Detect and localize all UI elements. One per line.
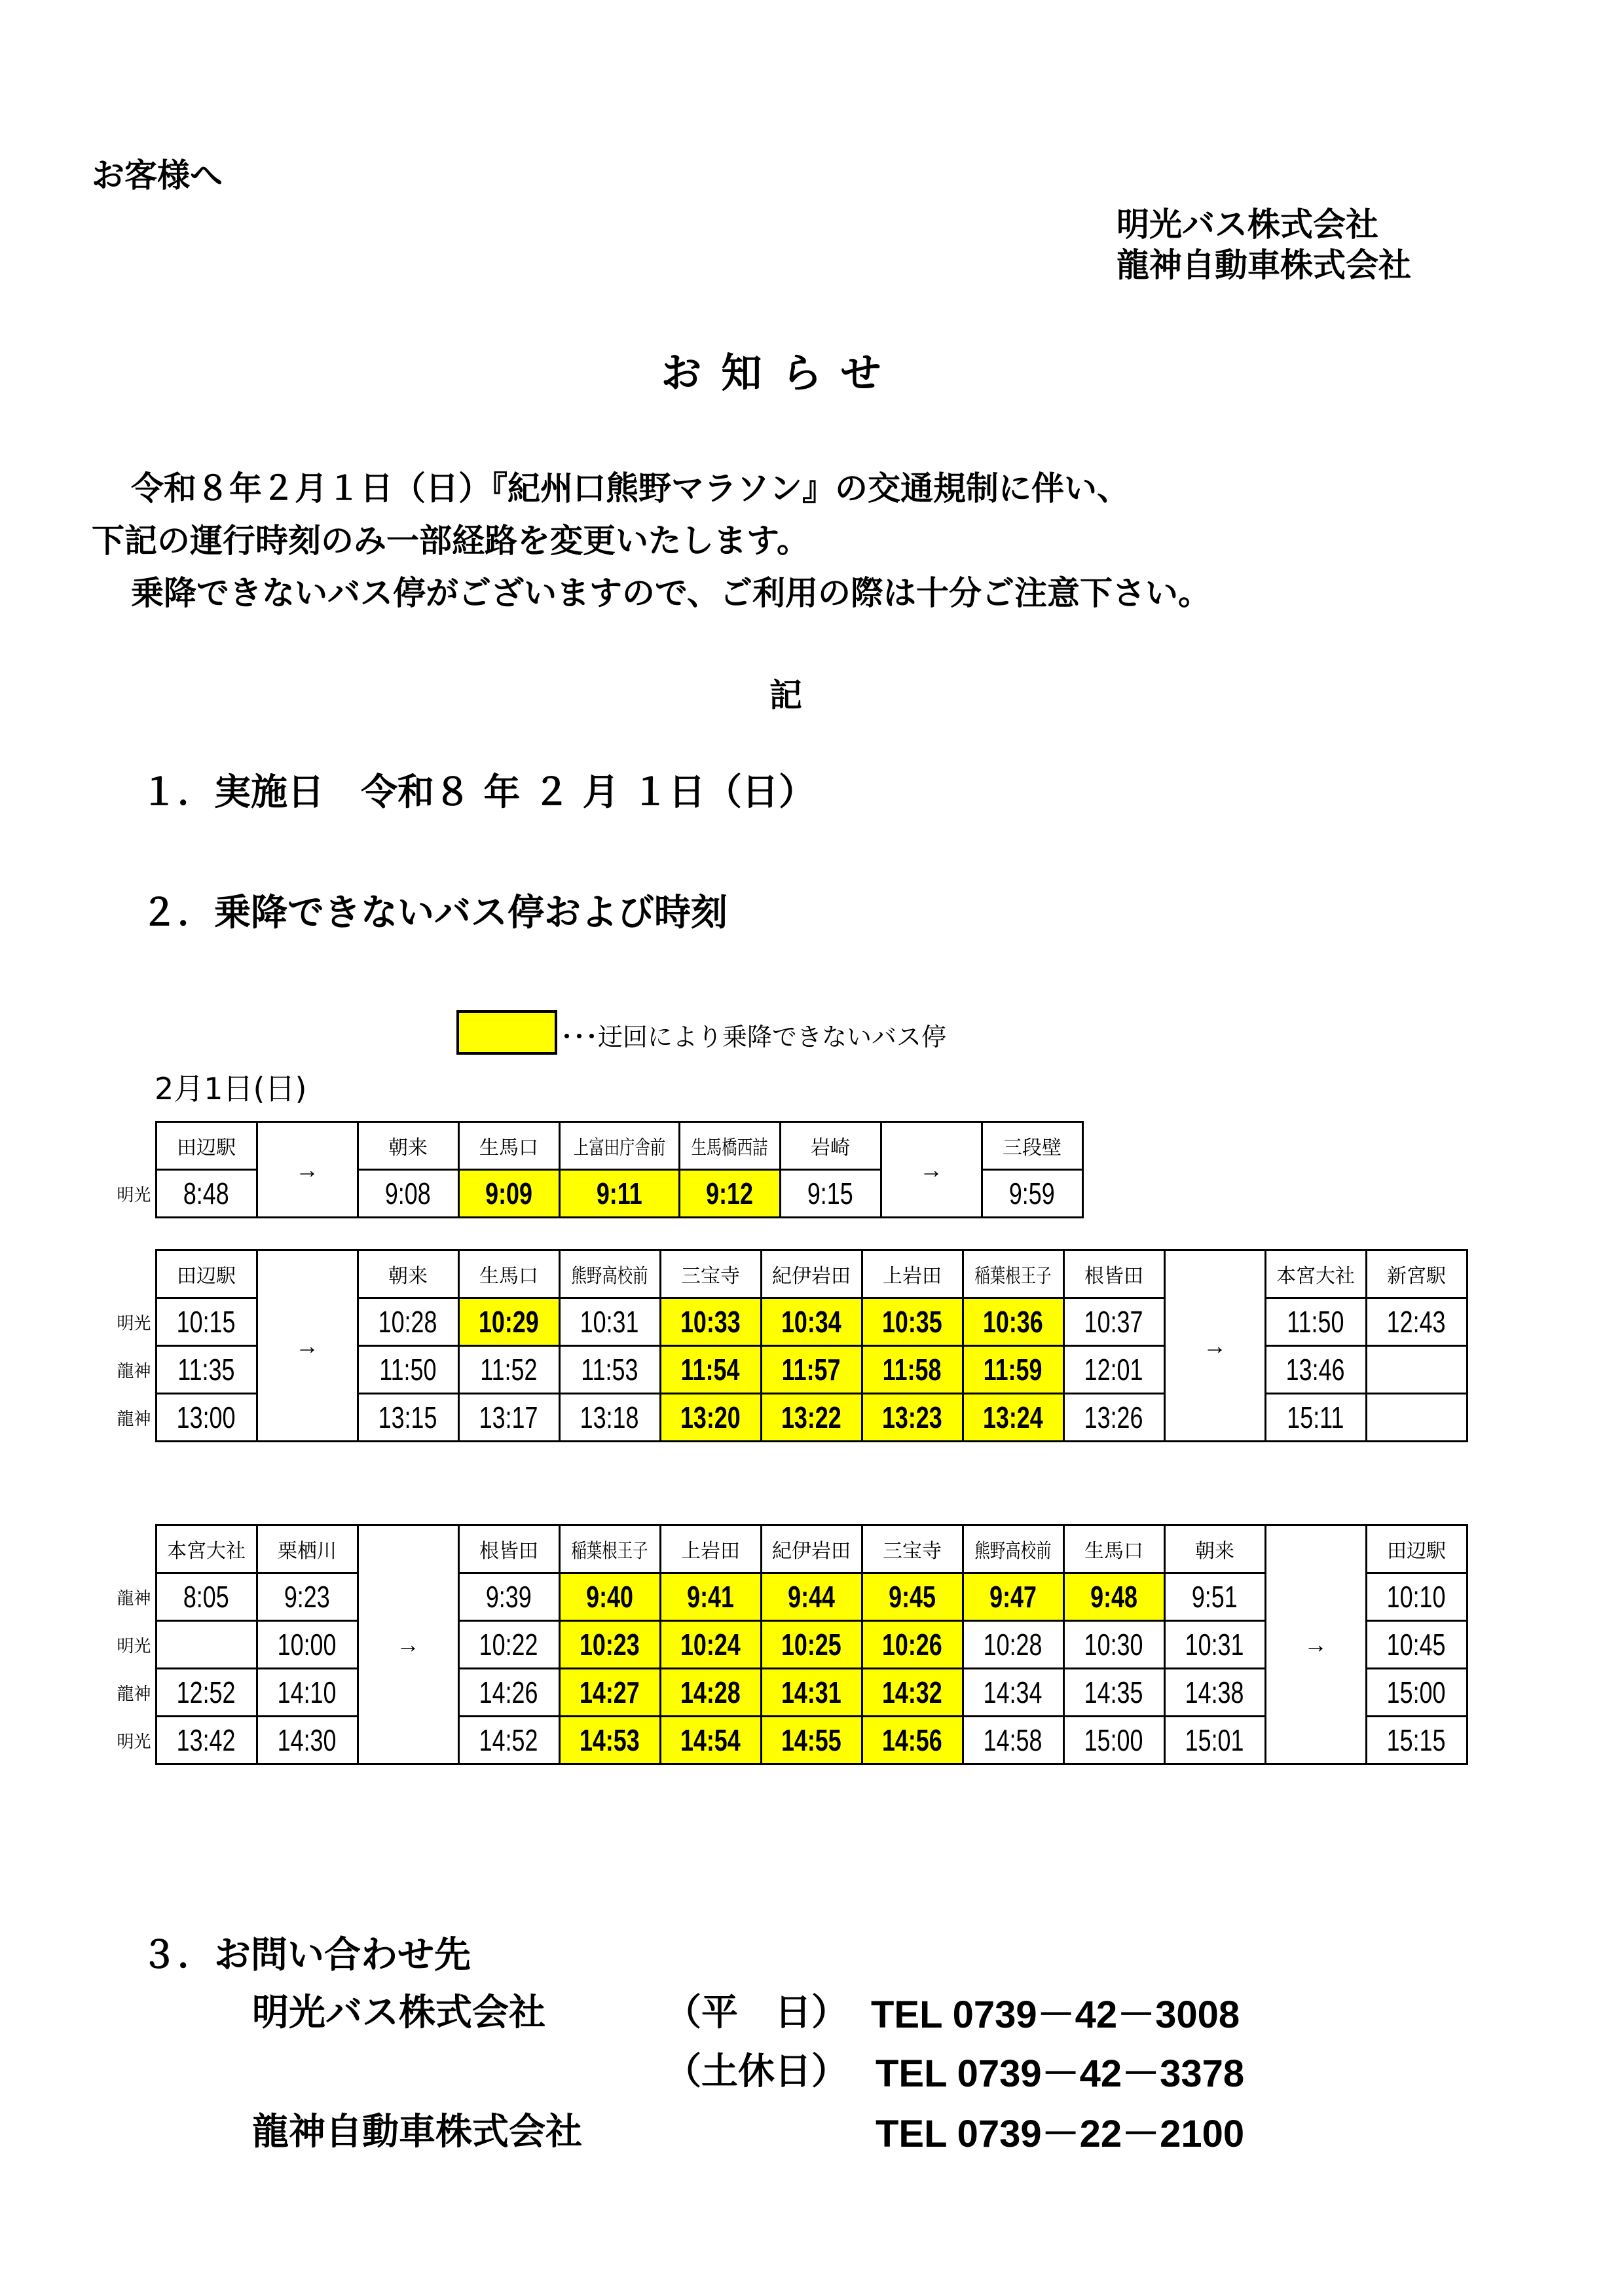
time-cell: 9:39 bbox=[458, 1573, 559, 1621]
time-cell-no-service: 13:20 bbox=[660, 1394, 761, 1442]
time-cell: 8:48 bbox=[156, 1170, 257, 1218]
time-cell-no-service: 10:25 bbox=[761, 1621, 862, 1669]
time-cell-no-service: 10:35 bbox=[862, 1298, 963, 1346]
stop-name: 岩崎 bbox=[811, 1137, 850, 1159]
operator-label: 明光 bbox=[117, 1731, 151, 1751]
stop-header bbox=[156, 1122, 257, 1170]
notice-body bbox=[92, 462, 1211, 619]
stop-header bbox=[559, 1250, 660, 1298]
company-ryujin: 龍神自動車株式会社 bbox=[1116, 246, 1411, 284]
date-label: 2月1日(日) bbox=[155, 1071, 307, 1106]
time-cell: 10:37 bbox=[1063, 1298, 1164, 1346]
stop-name: 上岩田 bbox=[883, 1266, 942, 1287]
time-cell-no-service: 10:26 bbox=[862, 1621, 963, 1669]
time-cell-no-service: 14:54 bbox=[660, 1717, 761, 1764]
arrow-cell: → bbox=[358, 1525, 458, 1764]
time-cell: 14:35 bbox=[1063, 1669, 1164, 1717]
section-2-heading: ２．乗降できないバス停および時刻 bbox=[141, 892, 728, 934]
addressee: お客様へ bbox=[92, 156, 223, 194]
body-line-3: 乗降できないバス停がございますので、ご利用の際は十分ご注意下さい。 bbox=[131, 574, 1211, 612]
time-cell-no-service: 14:55 bbox=[761, 1717, 862, 1764]
stop-header bbox=[559, 1525, 660, 1573]
timetable-row bbox=[105, 1669, 1467, 1717]
stop-name: 三段壁 bbox=[1003, 1137, 1061, 1159]
stop-header bbox=[982, 1122, 1082, 1170]
arrow-cell: → bbox=[1265, 1525, 1366, 1764]
stop-header bbox=[458, 1525, 559, 1573]
contact-meiko-tel-holiday: TEL 0739－42－3378 bbox=[876, 2052, 1245, 2095]
stop-name: 生馬橋西詰 bbox=[691, 1137, 768, 1159]
issuing-companies bbox=[1116, 204, 1411, 285]
time-cell: 12:01 bbox=[1063, 1346, 1164, 1394]
time-cell-no-service: 14:28 bbox=[660, 1669, 761, 1717]
time-cell: 9:08 bbox=[358, 1170, 458, 1218]
time-cell: 9:23 bbox=[257, 1573, 358, 1621]
legend-swatch bbox=[456, 1010, 557, 1055]
time-cell-no-service: 11:54 bbox=[660, 1346, 761, 1394]
stop-name: 朝来 bbox=[388, 1266, 428, 1287]
timetable-1 bbox=[105, 1121, 1084, 1218]
stop-name: 紀伊岩田 bbox=[772, 1266, 851, 1287]
stop-header bbox=[1265, 1250, 1366, 1298]
time-cell-no-service: 10:23 bbox=[559, 1621, 660, 1669]
time-cell: 10:45 bbox=[1366, 1621, 1467, 1669]
stop-name: 本宮大社 bbox=[167, 1540, 246, 1562]
operator-label: 龍神 bbox=[117, 1683, 151, 1704]
time-cell: 15:11 bbox=[1265, 1394, 1366, 1442]
time-cell: 15:00 bbox=[1366, 1669, 1467, 1717]
time-cell: 10:30 bbox=[1063, 1621, 1164, 1669]
stop-name: 熊野高校前 bbox=[974, 1540, 1052, 1562]
time-cell: 9:59 bbox=[982, 1170, 1082, 1218]
stop-header bbox=[358, 1122, 458, 1170]
time-cell-no-service: 13:22 bbox=[761, 1394, 862, 1442]
time-cell: 12:43 bbox=[1366, 1298, 1467, 1346]
stop-name: 紀伊岩田 bbox=[772, 1540, 851, 1562]
stop-header bbox=[862, 1525, 963, 1573]
stop-header bbox=[963, 1250, 1063, 1298]
stop-header bbox=[761, 1525, 862, 1573]
time-cell: 13:17 bbox=[458, 1394, 559, 1442]
stop-name: 稲葉根王子 bbox=[974, 1266, 1052, 1287]
stop-header bbox=[1366, 1525, 1467, 1573]
stop-name: 栗栖川 bbox=[278, 1540, 337, 1562]
time-cell-no-service: 10:29 bbox=[458, 1298, 559, 1346]
time-cell: 11:35 bbox=[156, 1346, 257, 1394]
time-cell-no-service: 10:36 bbox=[963, 1298, 1063, 1346]
timetable-2 bbox=[105, 1249, 1468, 1442]
time-cell: 13:18 bbox=[559, 1394, 660, 1442]
time-cell bbox=[156, 1621, 257, 1669]
stop-name: 田辺駅 bbox=[177, 1266, 236, 1287]
legend-text: ･･･迂回により乗降できないバス停 bbox=[561, 1023, 947, 1051]
time-cell: 8:05 bbox=[156, 1573, 257, 1621]
time-cell-no-service: 14:31 bbox=[761, 1669, 862, 1717]
time-cell: 9:15 bbox=[780, 1170, 881, 1218]
time-cell-no-service: 14:53 bbox=[559, 1717, 660, 1764]
time-cell: 13:00 bbox=[156, 1394, 257, 1442]
body-line-2: 下記の運行時刻のみ一部経路を変更いたします。 bbox=[92, 522, 809, 560]
arrow-cell: → bbox=[881, 1122, 982, 1218]
stop-header bbox=[358, 1250, 458, 1298]
time-cell: 11:50 bbox=[1265, 1298, 1366, 1346]
operator-label: 龍神 bbox=[117, 1360, 151, 1381]
time-cell: 14:52 bbox=[458, 1717, 559, 1764]
stop-name: 根皆田 bbox=[479, 1540, 538, 1562]
operator-label: 龍神 bbox=[117, 1408, 151, 1429]
time-cell: 10:00 bbox=[257, 1621, 358, 1669]
time-cell-no-service: 9:44 bbox=[761, 1573, 862, 1621]
timetable-row bbox=[105, 1717, 1467, 1764]
stop-name: 上岩田 bbox=[681, 1540, 740, 1562]
stop-header bbox=[257, 1525, 358, 1573]
stop-header bbox=[660, 1525, 761, 1573]
time-cell: 14:38 bbox=[1164, 1669, 1265, 1717]
time-cell: 15:01 bbox=[1164, 1717, 1265, 1764]
stop-name: 生馬口 bbox=[1084, 1540, 1143, 1562]
contact-meiko-tel-weekday: TEL 0739－42－3008 bbox=[871, 1994, 1240, 2036]
time-cell: 10:28 bbox=[963, 1621, 1063, 1669]
time-cell-no-service: 9:47 bbox=[963, 1573, 1063, 1621]
stop-name: 生馬口 bbox=[479, 1266, 538, 1287]
time-cell-no-service: 14:27 bbox=[559, 1669, 660, 1717]
timetable-row bbox=[105, 1621, 1467, 1669]
stop-header bbox=[1063, 1250, 1164, 1298]
contact-meiko-name: 明光バス株式会社 bbox=[252, 1992, 545, 2034]
arrow-cell: → bbox=[257, 1122, 358, 1218]
time-cell-no-service: 14:56 bbox=[862, 1717, 963, 1764]
time-cell: 10:10 bbox=[1366, 1573, 1467, 1621]
ki-heading: 記 bbox=[769, 676, 802, 714]
time-cell: 9:51 bbox=[1164, 1573, 1265, 1621]
arrow-cell: → bbox=[1164, 1250, 1265, 1442]
contact-ryujin-name: 龍神自動車株式会社 bbox=[252, 2111, 582, 2153]
time-cell-no-service: 9:11 bbox=[559, 1170, 679, 1218]
stop-name: 上富田庁舎前 bbox=[573, 1137, 665, 1159]
stop-name: 根皆田 bbox=[1084, 1266, 1143, 1287]
contact-meiko-weekday: （平 日） bbox=[665, 1992, 848, 2034]
time-cell: 11:53 bbox=[559, 1346, 660, 1394]
time-cell: 15:15 bbox=[1366, 1717, 1467, 1764]
time-cell-no-service: 9:09 bbox=[458, 1170, 559, 1218]
time-cell: 11:50 bbox=[358, 1346, 458, 1394]
time-cell-no-service: 11:57 bbox=[761, 1346, 862, 1394]
stop-name: 三宝寺 bbox=[681, 1266, 740, 1287]
time-cell-no-service: 13:23 bbox=[862, 1394, 963, 1442]
time-cell: 10:31 bbox=[1164, 1621, 1265, 1669]
time-cell: 10:31 bbox=[559, 1298, 660, 1346]
time-cell-no-service: 10:34 bbox=[761, 1298, 862, 1346]
time-cell: 13:15 bbox=[358, 1394, 458, 1442]
time-cell-no-service: 10:33 bbox=[660, 1298, 761, 1346]
stop-name: 熊野高校前 bbox=[571, 1266, 648, 1287]
time-cell: 14:34 bbox=[963, 1669, 1063, 1717]
stop-name: 田辺駅 bbox=[177, 1137, 236, 1159]
stop-header bbox=[679, 1122, 780, 1170]
stop-header bbox=[156, 1250, 257, 1298]
time-cell-no-service: 11:58 bbox=[862, 1346, 963, 1394]
body-line-1: 令和８年２月１日（日）『紀州口熊野マラソン』の交通規制に伴い、 bbox=[131, 469, 1130, 507]
timetable-3 bbox=[105, 1524, 1468, 1765]
stop-header bbox=[559, 1122, 679, 1170]
stop-name: 生馬口 bbox=[479, 1137, 538, 1159]
stop-name: 本宮大社 bbox=[1276, 1266, 1355, 1287]
stop-name: 朝来 bbox=[1195, 1540, 1234, 1562]
time-cell-no-service: 13:24 bbox=[963, 1394, 1063, 1442]
stop-header bbox=[761, 1250, 862, 1298]
section-3-heading: ３．お問い合わせ先 bbox=[141, 1934, 471, 1977]
time-cell-no-service: 11:59 bbox=[963, 1346, 1063, 1394]
time-cell: 14:10 bbox=[257, 1669, 358, 1717]
time-cell: 13:42 bbox=[156, 1717, 257, 1764]
stop-header bbox=[862, 1250, 963, 1298]
time-cell: 14:30 bbox=[257, 1717, 358, 1764]
stop-name: 三宝寺 bbox=[883, 1540, 942, 1562]
time-cell-no-service: 9:48 bbox=[1063, 1573, 1164, 1621]
time-cell-no-service: 9:12 bbox=[679, 1170, 780, 1218]
stop-name: 田辺駅 bbox=[1387, 1540, 1446, 1562]
stop-header bbox=[1366, 1250, 1467, 1298]
time-cell-no-service: 10:24 bbox=[660, 1621, 761, 1669]
stop-name: 稲葉根王子 bbox=[571, 1540, 648, 1562]
time-cell: 10:22 bbox=[458, 1621, 559, 1669]
section-1-heading: １．実施日 令和８ 年 ２ 月 １日（日） bbox=[141, 771, 815, 814]
stop-name: 朝来 bbox=[388, 1137, 428, 1159]
time-cell: 10:15 bbox=[156, 1298, 257, 1346]
time-cell-no-service: 14:32 bbox=[862, 1669, 963, 1717]
time-cell-no-service: 9:41 bbox=[660, 1573, 761, 1621]
time-cell-no-service: 9:40 bbox=[559, 1573, 660, 1621]
stop-header bbox=[458, 1250, 559, 1298]
notice-title: お知らせ bbox=[661, 349, 901, 397]
stop-header bbox=[458, 1122, 559, 1170]
operator-label: 明光 bbox=[117, 1184, 151, 1205]
time-cell-no-service: 9:45 bbox=[862, 1573, 963, 1621]
time-cell: 12:52 bbox=[156, 1669, 257, 1717]
time-cell: 13:46 bbox=[1265, 1346, 1366, 1394]
time-cell: 13:26 bbox=[1063, 1394, 1164, 1442]
time-cell bbox=[1366, 1394, 1467, 1442]
contact-meiko-holiday: （土休日） bbox=[665, 2050, 848, 2093]
stop-header bbox=[780, 1122, 881, 1170]
operator-label: 明光 bbox=[117, 1313, 151, 1333]
stop-header bbox=[156, 1525, 257, 1573]
time-cell bbox=[1366, 1346, 1467, 1394]
stop-header bbox=[1164, 1525, 1265, 1573]
time-cell: 15:00 bbox=[1063, 1717, 1164, 1764]
stop-header bbox=[660, 1250, 761, 1298]
stop-header bbox=[1063, 1525, 1164, 1573]
time-cell: 10:28 bbox=[358, 1298, 458, 1346]
operator-label: 明光 bbox=[117, 1635, 151, 1656]
contact-ryujin-tel: TEL 0739－22－2100 bbox=[876, 2113, 1245, 2155]
operator-label: 龍神 bbox=[117, 1588, 151, 1608]
stop-name: 新宮駅 bbox=[1387, 1266, 1446, 1287]
time-cell: 14:26 bbox=[458, 1669, 559, 1717]
timetable-row bbox=[105, 1573, 1467, 1621]
time-cell: 11:52 bbox=[458, 1346, 559, 1394]
company-meiko: 明光バス株式会社 bbox=[1116, 206, 1378, 244]
stop-header bbox=[963, 1525, 1063, 1573]
time-cell: 14:58 bbox=[963, 1717, 1063, 1764]
arrow-cell: → bbox=[257, 1250, 358, 1442]
